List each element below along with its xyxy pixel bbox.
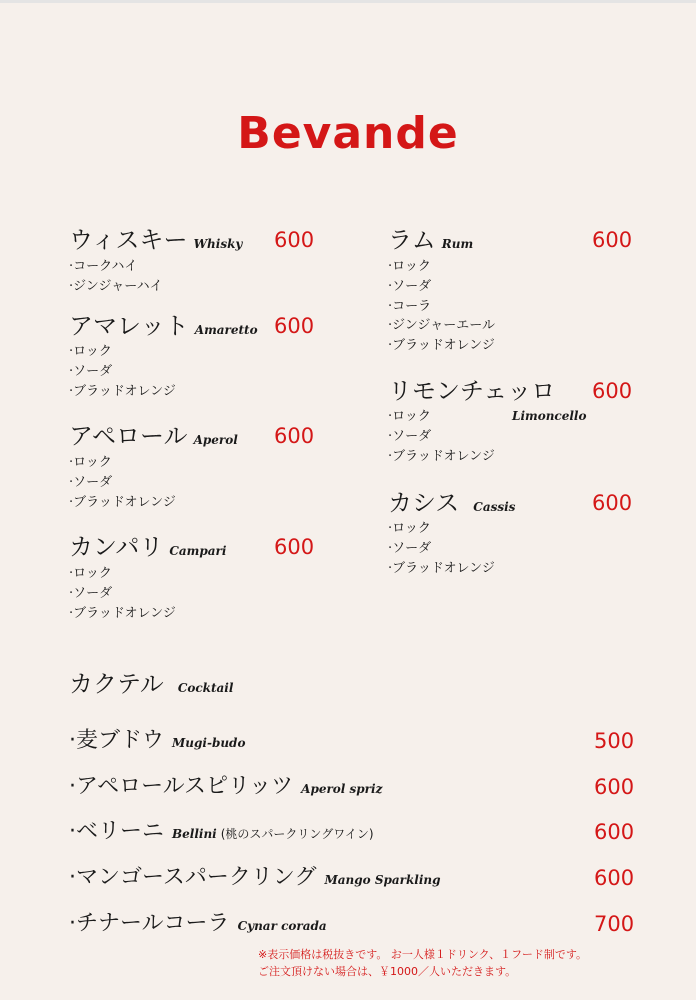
cocktail-note: (桃のスパークリングワイン) <box>220 827 374 841</box>
item-name: リモンチェッロ <box>388 377 556 405</box>
option: ·ソーダ <box>388 428 432 444</box>
item-options <box>69 257 163 297</box>
item-price: 600 <box>274 535 315 559</box>
cocktail-en-name: Mugi-budo <box>172 736 246 750</box>
menu-title: Bevande <box>237 108 459 159</box>
item-limoncello <box>388 377 555 405</box>
cocktail-item <box>69 864 441 894</box>
option: ·ロック <box>388 259 431 274</box>
option: ·ロック <box>69 566 112 581</box>
cocktail-name: ·ベリーニ <box>69 819 164 844</box>
item-options <box>69 342 176 401</box>
option: ·コークハイ <box>69 259 138 274</box>
item-en-name: Rum <box>441 237 474 251</box>
item-name: ラム <box>388 226 436 254</box>
option: ·ジンジャーハイ <box>69 278 163 294</box>
item-en-name: Amaretto <box>194 323 258 337</box>
option: ·ソーダ <box>69 474 113 490</box>
item-name: アペロール <box>69 422 188 450</box>
item-rum <box>388 226 473 254</box>
cocktail-title: カクテル <box>69 670 164 698</box>
item-options <box>69 564 176 623</box>
item-price: 600 <box>274 228 315 252</box>
item-en-name: Limoncello <box>512 409 587 423</box>
cocktail-price: 600 <box>594 866 635 890</box>
option: ·ロック <box>388 521 431 536</box>
cocktail-en-name: Bellini <box>172 827 217 841</box>
cocktail-price: 600 <box>594 775 635 799</box>
option: ·ソーダ <box>69 363 113 379</box>
item-price: 600 <box>592 491 633 515</box>
cocktail-en-name: Cynar corada <box>237 919 327 933</box>
item-options <box>69 453 176 512</box>
item-amaretto <box>69 312 258 340</box>
cocktail-name: ·麦ブドウ <box>69 728 164 753</box>
item-en-name: Campari <box>169 544 227 558</box>
option: ·ブラッドオレンジ <box>69 383 176 399</box>
option: ·ソーダ <box>388 540 432 556</box>
footnote <box>258 946 587 980</box>
cocktail-en-title: Cocktail <box>177 681 234 695</box>
cocktail-heading <box>69 670 233 702</box>
option: ·ジンジャーエール <box>388 318 495 334</box>
cocktail-price: 500 <box>594 729 635 753</box>
cocktail-price: 700 <box>594 912 635 936</box>
cocktail-name: ·チナールコーラ <box>69 911 230 936</box>
item-name: アマレット <box>69 312 189 340</box>
cocktail-en-name: Aperol spriz <box>301 782 383 796</box>
item-name: カシス <box>388 489 460 517</box>
cocktail-name: ·アペロールスピリッツ <box>69 774 294 799</box>
cocktail-item <box>69 727 245 757</box>
item-name: ウィスキー <box>69 226 188 254</box>
item-name: カンパリ <box>69 533 164 561</box>
top-border <box>0 0 696 3</box>
item-price: 600 <box>274 424 315 448</box>
item-aperol <box>69 422 238 450</box>
item-campari <box>69 533 226 561</box>
cocktail-en-name: Mango Sparkling <box>324 873 441 887</box>
item-whisky <box>69 226 242 254</box>
option: ·ロック <box>388 409 431 424</box>
item-options <box>388 257 495 356</box>
footnote-line: ご注文頂けない場合は、￥1000／人いただきます。 <box>258 965 517 978</box>
item-en-name: Aperol <box>193 433 238 447</box>
option: ·ブラッドオレンジ <box>69 605 176 621</box>
item-cassis <box>388 489 515 517</box>
footnote-line: ※表示価格は税抜きです。 お一人様１ドリンク、１フード制です。 <box>258 948 587 961</box>
item-price: 600 <box>592 228 633 252</box>
option: ·ソーダ <box>388 278 432 294</box>
item-en-name: Cassis <box>473 500 516 514</box>
item-options <box>388 407 495 466</box>
option: ·ソーダ <box>69 585 113 601</box>
item-limoncello-en <box>512 405 586 424</box>
item-options <box>388 519 495 578</box>
option: ·ブラッドオレンジ <box>388 448 495 464</box>
item-price: 600 <box>592 379 633 403</box>
option: ·ブラッドオレンジ <box>388 338 495 354</box>
item-price: 600 <box>274 314 315 338</box>
cocktail-price: 600 <box>594 820 635 844</box>
option: ·ロック <box>69 455 112 470</box>
cocktail-item <box>69 818 374 848</box>
item-en-name: Whisky <box>193 237 243 251</box>
cocktail-item <box>69 773 382 803</box>
option: ·ロック <box>69 344 112 359</box>
option: ·コーラ <box>388 298 432 314</box>
cocktail-name: ·マンゴースパークリング <box>69 865 317 890</box>
option: ·ブラッドオレンジ <box>388 560 495 576</box>
cocktail-item <box>69 910 327 940</box>
option: ·ブラッドオレンジ <box>69 494 176 510</box>
